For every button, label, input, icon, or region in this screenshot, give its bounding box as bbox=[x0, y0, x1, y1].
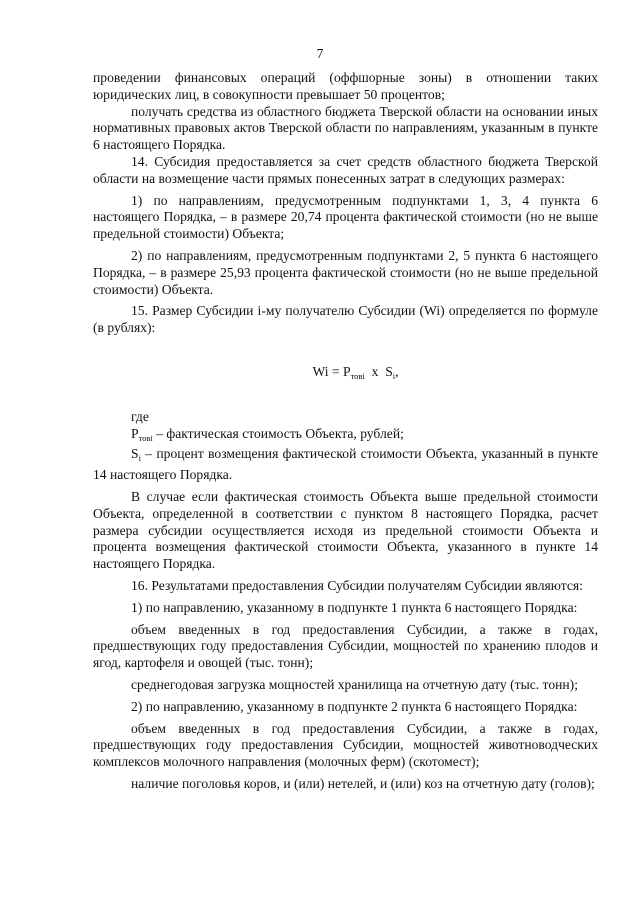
definition-p bbox=[93, 426, 598, 447]
paragraph-storage-volume: объем введенных в год предоставления Субсидии, а также в годах, предшествующих году предоставления Субсидии, мощностей по хранению плодов и ягод, картофеля и овощей (тыс. тонн); bbox=[93, 621, 598, 671]
definition-p-symbol: P bbox=[131, 425, 139, 441]
paragraph-16: 16. Результатами предоставления Субсидии получателям Субсидии являются: bbox=[131, 577, 583, 593]
formula-lhs: Wi = P bbox=[312, 363, 351, 379]
paragraph-16-item-2: 2) по направлению, указанному в подпункте 2 пункта 6 настоящего Порядка: bbox=[131, 698, 578, 714]
paragraph-funds: получать средства из областного бюджета Тверской области на основании иных нормативных правовых актов Тверской области по направлениям, указанным в пункте 6 настоящего Порядка. bbox=[93, 103, 598, 153]
paragraph-14-item-1: 1) по направлениям, предусмотренным подпунктами 1, 3, 4 пункта 6 настоящего Порядка, – в размере 20,74 процента фактической стоимости (но не выше предельной стоимости) Объекта; bbox=[93, 192, 598, 242]
paragraph-14-item-2: 2) по направлениям, предусмотренным подпунктами 2, 5 пункта 6 настоящего Порядка, – в размере 25,93 процента фактической стоимости (но не выше предельной стоимости) Объекта. bbox=[93, 247, 598, 297]
paragraph-offshore: проведении финансовых операций (оффшорные зоны) в отношении таких юридических лиц, в совокупности превышает 50 процентов; bbox=[93, 70, 598, 102]
paragraph-max-cost: В случае если фактическая стоимость Объекта выше предельной стоимости Объекта, определенной в соответствии с пунктом 8 настоящего Порядка, расчет размера субсидии осуществляется исходя из предельной стоимости Объекта и процента возмещения фактической стоимости Объекта, указанного в пункте 14 настоящего Порядка. bbox=[93, 488, 598, 572]
subsidy-formula bbox=[93, 364, 598, 385]
paragraph-14: 14. Субсидия предоставляется за счет средств областного бюджета Тверской области на возмещение части прямых понесенных затрат в следующих размерах: bbox=[93, 153, 598, 186]
definition-p-text: – фактическая стоимость Объекта, рублей; bbox=[152, 425, 404, 441]
paragraph-16-item-1: 1) по направлению, указанному в подпункте 1 пункта 6 настоящего Порядка: bbox=[131, 599, 578, 615]
definition-s bbox=[93, 446, 598, 484]
paragraph-storage-load: среднегодовая загрузка мощностей хранилища на отчетную дату (тыс. тонн); bbox=[131, 676, 578, 692]
definition-p-subscript: тові bbox=[138, 432, 153, 443]
paragraph-livestock-volume: объем введенных в год предоставления Субсидии, а также в годах, предшествующих году предоставления Субсидии, мощностей животноводческих комплексов молочного направления (молочных ферм) (скотомест); bbox=[93, 720, 598, 770]
page-number: 7 bbox=[316, 46, 324, 61]
formula-tail: , bbox=[395, 363, 399, 379]
formula-mid: x S bbox=[364, 363, 393, 379]
definition-s-subscript: i bbox=[138, 453, 141, 464]
paragraph-15: 15. Размер Субсидии i-му получателю Субсидии (Wi) определяется по формуле (в рублях): bbox=[93, 303, 598, 336]
definition-s-text: – процент возмещения фактической стоимости Объекта, указанный в пункте 14 настоящего Порядка. bbox=[93, 446, 598, 483]
formula-p-subscript: тові bbox=[350, 370, 365, 381]
paragraph-where: где bbox=[131, 408, 149, 424]
paragraph-livestock-count: наличие поголовья коров, и (или) нетелей, и (или) коз на отчетную дату (голов); bbox=[131, 775, 595, 791]
formula-s-subscript: i bbox=[392, 370, 396, 381]
document-body bbox=[93, 70, 598, 793]
definition-s-symbol: S bbox=[131, 446, 139, 462]
